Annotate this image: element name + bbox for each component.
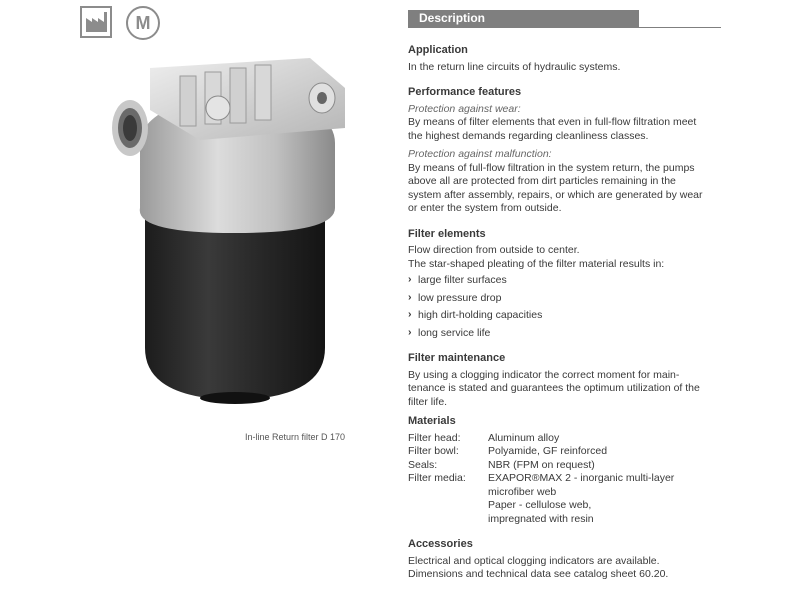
- malfunction-label: Protection against malfunction:: [408, 148, 552, 160]
- malfunction-line: above all are protected from dirt particles remaining in the: [408, 175, 676, 187]
- icon-row: [80, 6, 160, 40]
- material-label: Filter bowl:: [408, 445, 459, 457]
- accessories-line: Dimensions and technical data see catalog sheet 60.20.: [408, 568, 669, 580]
- filter-elements-section: [408, 228, 726, 341]
- filter-elements-line: Flow direction from outside to center.: [408, 244, 580, 256]
- maintenance-line: By using a clogging indicator the correct moment for main-: [408, 368, 680, 381]
- accessories-heading: Accessories: [408, 538, 473, 550]
- material-label: Filter head:: [408, 431, 461, 444]
- header-rule: [639, 27, 721, 28]
- accessories-section: [408, 538, 726, 582]
- description-content: [408, 44, 726, 582]
- wear-line: the highest demands regarding cleanliness classes.: [408, 129, 649, 142]
- materials-section: [408, 415, 726, 526]
- accessories-line: Electrical and optical clogging indicators are available.: [408, 554, 660, 567]
- material-value: EXAPOR®MAX 2 - inorganic multi-layer: [488, 472, 675, 484]
- list-item: › large filter surfaces: [408, 274, 726, 288]
- filter-elements-heading: Filter elements: [408, 227, 486, 240]
- wear-label: Protection against wear:: [408, 102, 521, 115]
- material-value: Aluminum alloy: [488, 431, 560, 444]
- material-value: Polyamide, GF reinforced: [488, 445, 608, 457]
- maintenance-heading: Filter maintenance: [408, 352, 506, 364]
- maintenance-line: filter life.: [408, 395, 448, 408]
- m-badge-icon: [126, 6, 160, 40]
- malfunction-line: By means of full-flow filtration in the system return, the pumps: [408, 161, 695, 174]
- factory-icon: [80, 6, 112, 38]
- wear-line: By means of filter elements that even in full-flow filtration meet: [408, 116, 697, 128]
- material-value: NBR (FPM on request): [488, 458, 595, 471]
- maintenance-line: tenance is stated and guarantees the optimum utilization of the: [408, 382, 700, 394]
- product-image: [110, 48, 370, 408]
- material-value: microfiber web: [488, 485, 557, 498]
- material-value: impregnated with resin: [488, 512, 594, 525]
- application-section: [408, 44, 726, 74]
- description-title: Description: [419, 11, 486, 25]
- performance-heading: Performance features: [408, 86, 522, 98]
- performance-section: [408, 86, 726, 216]
- description-header: [408, 10, 721, 28]
- materials-heading: Materials: [408, 415, 456, 427]
- malfunction-line: or enter the system from outside.: [408, 202, 562, 214]
- m-badge-letter: M: [135, 12, 151, 33]
- malfunction-line: system after assembly, repairs, or which are generated by wear: [408, 188, 703, 201]
- application-heading: Application: [408, 44, 468, 56]
- maintenance-section: [408, 352, 726, 409]
- application-text: In the return line circuits of hydraulic systems.: [408, 60, 621, 73]
- material-value: Paper - cellulose web,: [488, 499, 592, 511]
- list-item: › low pressure drop: [408, 292, 726, 306]
- filter-benefits-list: [408, 274, 726, 340]
- image-caption: In-line Return filter D 170: [245, 432, 346, 442]
- materials-table: [408, 432, 726, 527]
- filter-elements-line: The star-shaped pleating of the filter material results in:: [408, 257, 665, 270]
- list-item: › high dirt-holding capacities: [408, 309, 726, 323]
- list-item: › long service life: [408, 327, 726, 341]
- material-label: Filter media:: [408, 472, 466, 484]
- material-label: Seals:: [408, 458, 438, 471]
